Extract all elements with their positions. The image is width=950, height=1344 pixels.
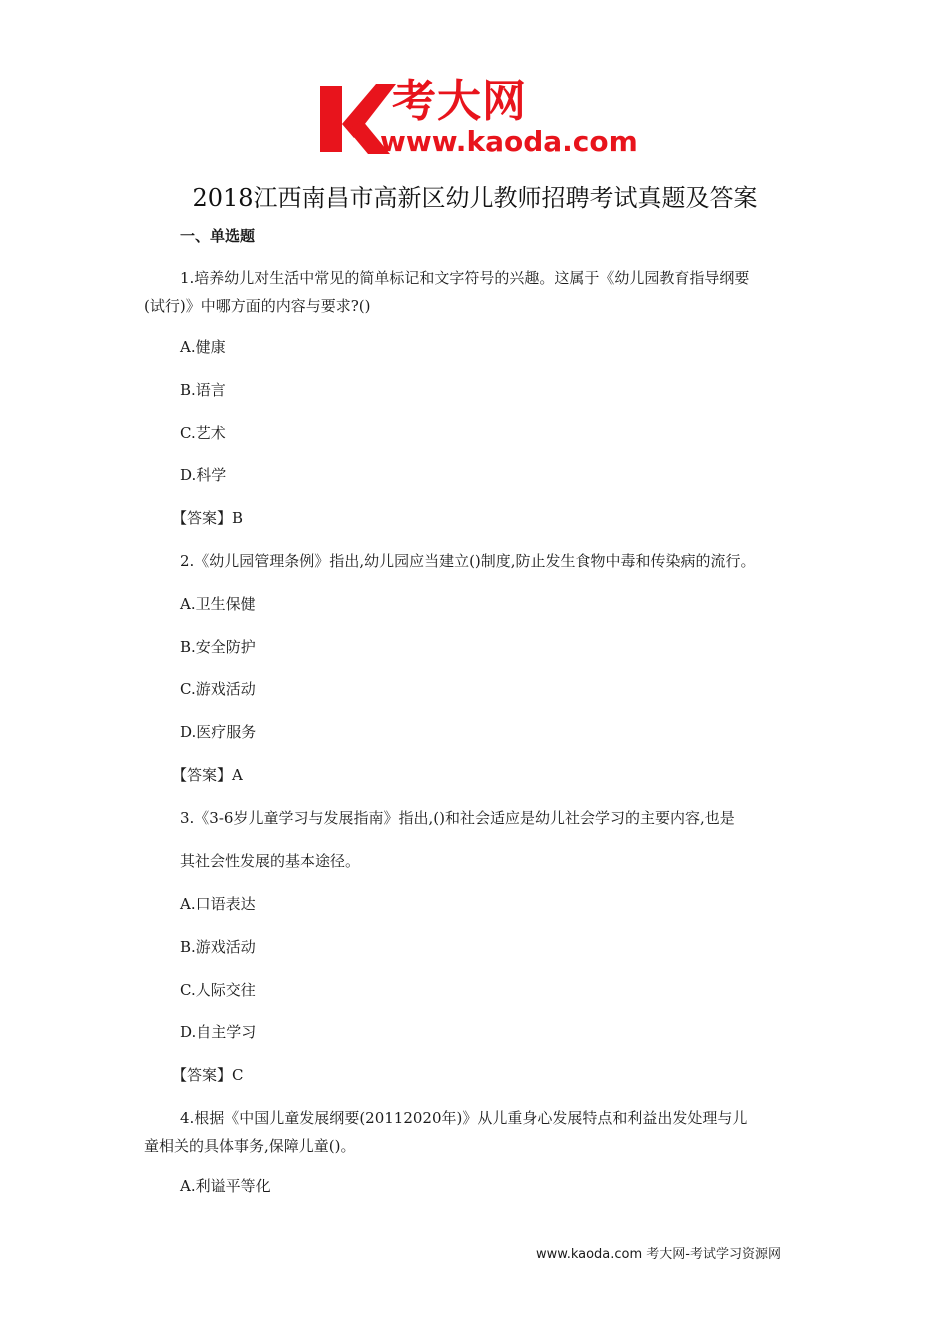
page-footer: www.kaoda.com 考大网-考试学习资源网 [536,1247,781,1262]
question-stem-line: 4.根据《中国儿童发展纲要(20112020年)》从儿重身心发展特点和利益出发处理与儿 [180,1109,748,1127]
option-d: D.医疗服务 [180,723,257,741]
question-stem-line: 1.培养幼儿对生活中常见的简单标记和文字符号的兴趣。这属于《幼儿园教育指导纲要 [180,269,750,287]
option-b: B.游戏活动 [180,938,256,956]
option-c: C.艺术 [180,424,226,442]
option-d: D.科学 [180,466,227,484]
question-stem-line: (试行)》中哪方面的内容与要求?() [144,297,371,315]
option-c: C.人际交往 [180,981,256,999]
option-d: D.自主学习 [180,1023,257,1041]
section-heading: 一、单选题 [180,227,256,245]
option-a: A.卫生保健 [180,595,256,613]
logo-chinese-name: 考大网 [392,76,527,127]
question-stem-line: 2.《幼儿园管理条例》指出,幼儿园应当建立()制度,防止发生食物中毒和传染病的流行。 [180,552,756,570]
question-stem-line: 童相关的具体事务,保障儿童()。 [144,1137,356,1155]
option-b: B.语言 [180,381,226,399]
answer-line: 【答案】A [172,766,243,784]
option-a: A.口语表达 [180,895,256,913]
question-stem-line: 其社会性发展的基本途径。 [180,852,361,870]
option-c: C.游戏活动 [180,680,256,698]
logo-url: www.kaoda.com [380,125,638,158]
site-logo [318,78,638,160]
option-a: A.利谥平等化 [180,1177,271,1195]
question-stem-line: 3.《3-6岁儿童学习与发展指南》指出,()和社会适应是幼儿社会学习的主要内容,也是 [180,809,735,827]
option-b: B.安全防护 [180,638,256,656]
document-title: 2018江西南昌市高新区幼儿教师招聘考试真题及答案 [192,184,758,212]
answer-line: 【答案】B [172,509,244,527]
option-a: A.健康 [180,338,226,356]
answer-line: 【答案】C [172,1066,244,1084]
